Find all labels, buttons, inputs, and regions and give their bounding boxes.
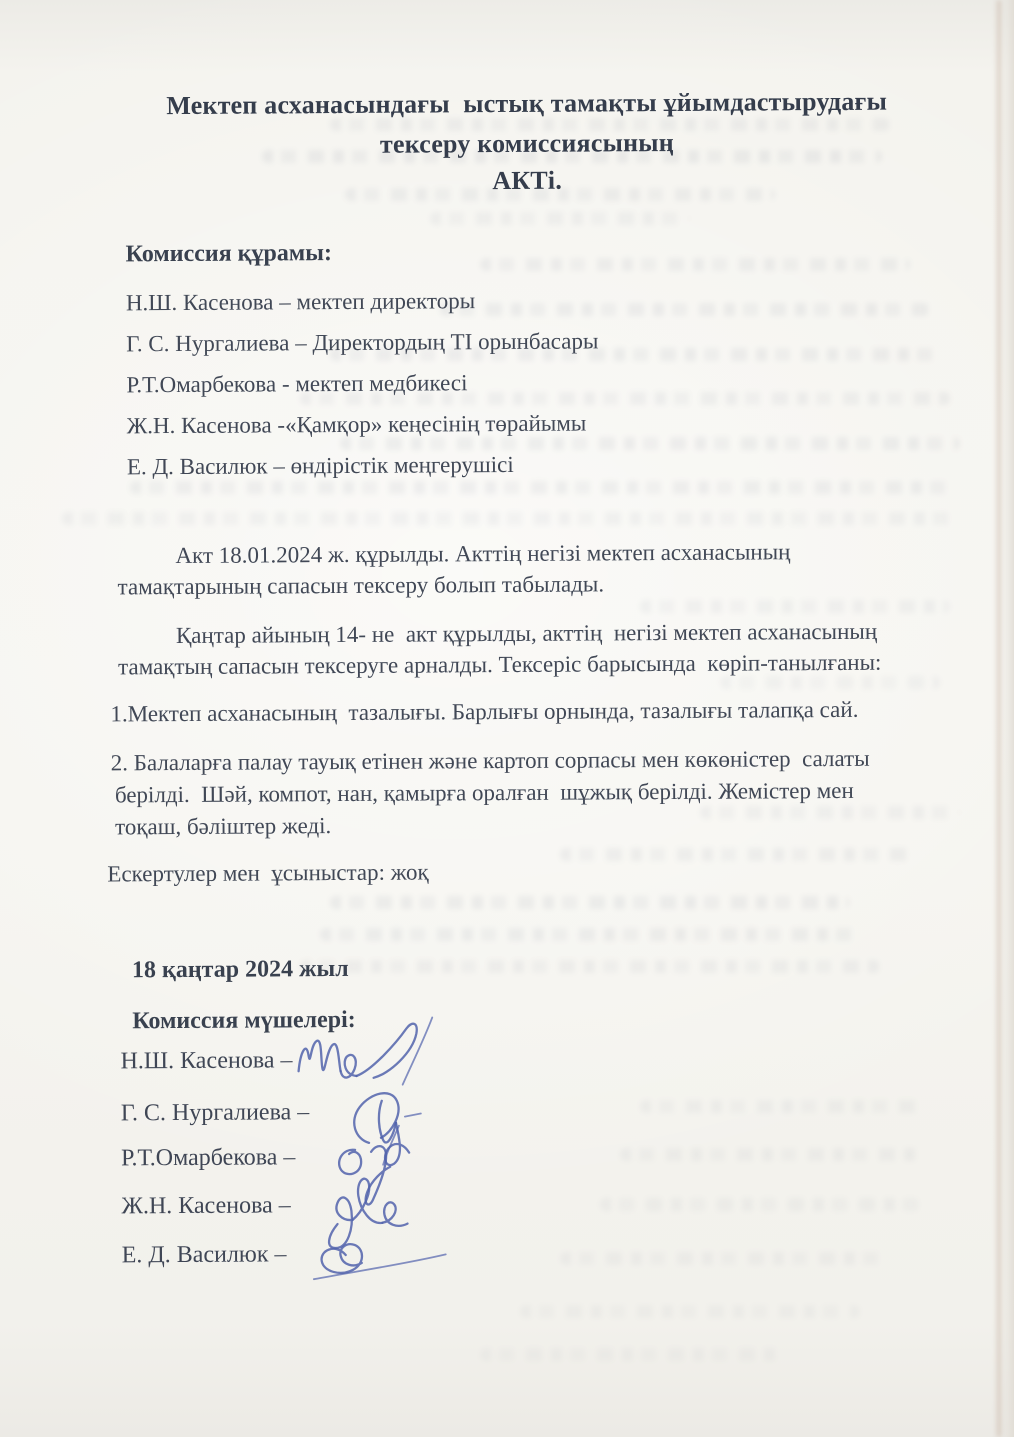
signer-name: Р.Т.Омарбекова – bbox=[121, 1144, 296, 1172]
finding-2-line-2: берілді. Шәй, компот, нан, қамырға оралған шұжық берілді. Жемістер мен bbox=[114, 777, 854, 808]
signature-row bbox=[122, 1241, 287, 1269]
finding-2-line-3: тоқаш, бәліштер жеді. bbox=[115, 813, 332, 840]
notes-line: Ескертулер мен ұсыныстар: жоқ bbox=[107, 859, 429, 887]
signature-row bbox=[121, 1144, 295, 1172]
paragraph-1-line-2: тамақтарының сапасын тексеру болып табылады. bbox=[117, 571, 605, 600]
commission-member: Ж.Н. Касенова -«Қамқор» кеңесінің төрайымы bbox=[126, 410, 587, 439]
finding-2-line-1: 2. Балаларға палау тауық етінен және картоп сорпасы мен көкөністер салаты bbox=[110, 745, 870, 776]
finding-1: 1.Мектеп асханасының тазалығы. Барлығы орнында, тазалығы талапқа сай. bbox=[110, 696, 859, 727]
signer-name: Ж.Н. Касенова – bbox=[121, 1192, 291, 1220]
signature-row bbox=[120, 1047, 292, 1075]
document-title-line-2: тексеру комиссиясының bbox=[379, 127, 674, 159]
commission-heading: Комиссия құрамы: bbox=[125, 240, 332, 268]
document-title-line-3: АКТі. bbox=[492, 165, 563, 196]
document-date: 18 қаңтар 2024 жыл bbox=[131, 955, 349, 984]
signer-name: Г. С. Нургалиева – bbox=[120, 1099, 310, 1127]
signature-row bbox=[121, 1099, 310, 1127]
paper-edge-line bbox=[995, 0, 1002, 1437]
commission-member: Е. Д. Василюк – өндірістік меңгерушісі bbox=[126, 451, 514, 480]
members-heading: Комиссия мүшелері: bbox=[132, 1006, 356, 1035]
signature-row bbox=[121, 1192, 290, 1220]
scan-edge-shadow bbox=[1002, 0, 1014, 1437]
commission-member: Н.Ш. Касенова – мектеп директоры bbox=[125, 288, 476, 316]
commission-member: Г. С. Нургалиева – Директордың ТІ орынбасары bbox=[126, 328, 599, 357]
commission-member: Р.Т.Омарбекова - мектеп медбикесі bbox=[126, 370, 468, 398]
signer-name: Н.Ш. Касенова – bbox=[120, 1047, 293, 1075]
paragraph-2-line-2: тамақтың сапасын тексеруге арналды. Тексеріс барысында көріп-танылғаны: bbox=[118, 649, 882, 680]
paragraph-1-line-1: Акт 18.01.2024 ж. құрылды. Акттің негізі мектеп асханасының bbox=[175, 539, 791, 569]
signature-scribble-vasilyuk bbox=[310, 1226, 455, 1289]
document-title-line-1: Мектеп асханасындағы ыстық тамақты ұйымдастырудағы bbox=[166, 86, 888, 121]
signer-name: Е. Д. Василюк – bbox=[121, 1241, 287, 1269]
paragraph-2-line-1: Қаңтар айының 14- не акт құрылды, акттің негізі мектеп асханасының bbox=[175, 618, 878, 649]
